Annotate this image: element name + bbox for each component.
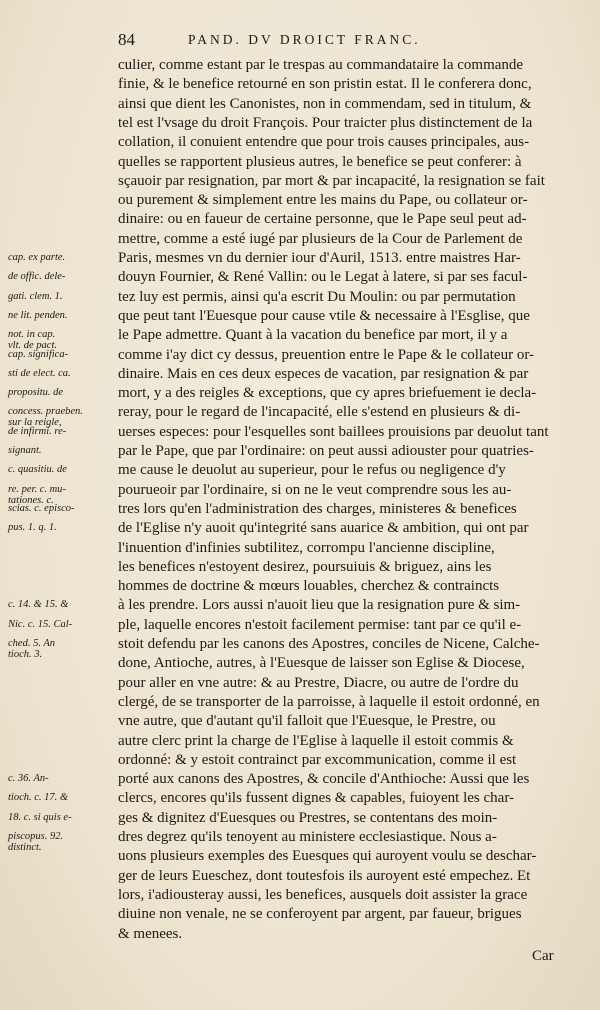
margin-note: sur la reigle, [8,417,62,429]
text-line: tez luy est permis, ainsi qu'a escrit Du Moulin: ou par permutation [118,288,516,305]
margin-note: cap. significa- [8,348,69,360]
text-line: tres lors qu'en l'administration des charges, ministeres & benefices [118,500,517,517]
text-line: stoit defendu par les canons des Apostres, conciles de Nicene, Calche- [118,636,540,652]
text-line: mettre, comme a esté iugé par plusieurs de la Cour de Parlement de [118,230,523,247]
margin-note: vlt. de pact. [8,340,57,352]
text-line: mort, y a des reigles & exceptions, que cy apres briefuement ie decla- [118,385,537,402]
text-line: l'inuention d'infinies subtilitez, corrompu l'ancienne discipline, [118,539,495,556]
catchword: Car [532,948,554,964]
text-line: dinaire. Mais en ces deux especes de vacation, par resignation & par [118,365,529,382]
text-line: dres degrez qu'ils tenoyent au ministere ecclesiastique. Nous a- [118,829,497,845]
margin-note: 18. c. si quis e- [8,811,72,823]
margin-note: not. in cap. [8,329,56,341]
text-line: reray, pour le regard de l'incapacité, elle s'estend en plusieurs & di- [118,404,521,421]
margin-note: Nic. c. 15. Cal- [8,618,73,630]
text-line: vne autre, que d'autant qu'il falloit que l'Euesque, le Prestre, ou [118,713,496,730]
text-line: lors, i'adiousteray aussi, les benefices, ausquels doit assister la grace [118,886,528,903]
margin-note: de infirmi. re- [8,425,67,437]
margin-note: ne lit. penden. [8,309,68,321]
text-line: ainsi que dient les Canonistes, non in commendam, sed in titulum, & [118,95,532,112]
page-header [118,30,588,52]
text-line: Paris, mesmes vn du dernier iour d'Auril, 1513. entre maistres Har- [118,250,521,266]
text-line: ple, laquelle encores n'estoit facilement permise: tant par ce qu'il e- [118,616,522,633]
text-line: uerses especes: pour l'esquelles sont baillees prouisions par deuolut tant [118,423,549,440]
margin-note: c. quasitiu. de [8,464,67,476]
text-line: ordonné: & y estoit contrainct par excommunication, comme il est [118,751,517,768]
text-line: done, Antioche, autres, à l'Euesque de laisser son Eglise & Diocese, [118,655,525,672]
text-line: ger de leurs Eueschez, dont toutesfois ils auroyent esté empechez. Et [118,867,531,884]
margin-note: cap. ex parte. [8,252,66,263]
text-line: finie, & le benefice retourné en son pristin estat. Il le conferera donc, [118,76,532,93]
text-line: clercs, encores qu'ils fussent dignes & capables, fuioyent les char- [118,790,515,807]
text-line: ges & dignitez d'Euesques ou Prestres, se contentans des moin- [118,809,498,826]
margin-note: gati. clem. 1. [8,290,63,302]
text-line: dinaire: ou en faueur de certaine personne, que le Pape seul peut ad- [118,211,527,228]
text-line: tel est l'vsage du droit François. Pour traicter plus distinctement de la [118,114,533,131]
text-line: le Pape admettre. Quant à la vacation du benefice par mort, il y a [118,327,508,344]
text-line: sçauoir par resignation, par mort & par incapacité, la resignation se fait [118,172,545,189]
page-number: 84 [118,30,135,49]
margin-note: concess. praeben. [8,406,83,418]
text-line: culier, comme estant par le trespas au commandataire la commande [118,57,524,73]
text-line: clergé, de se transporter de la parroisse, à laquelle il estoit ordonné, en [118,693,540,710]
margin-note: sti de elect. ca. [8,367,71,379]
margin-note: c. 14. & 15. & [8,599,69,611]
margin-note: tationes. c. [8,494,54,506]
text-line: me cause le deuolut au superieur, pour le refus ou negligence d'y [118,462,506,479]
text-line: hommes de doctrine & mœurs louables, cherchez & contraincts [118,578,500,595]
text-line: pourueoir par l'ordinaire, si on ne le veut comprendre sous les au- [118,481,512,498]
margin-note: propositu. de [8,387,64,399]
text-line: douyn Fournier, & René Vallin: ou le Legat à latere, si par ses facul- [118,269,528,286]
running-title: PAND. DV DROICT FRANC. [188,32,421,47]
margin-note: tioch. 3. [8,649,43,660]
text-line: porté aux canons des Apostres, & concile d'Anthioche: Aussi que les [118,771,530,788]
text-line: collation, il conuient entendre que pour trois causes principales, aus- [118,134,530,151]
text-line: comme i'ay dict cy dessus, preuention entre le Pape & le collateur or- [118,346,535,363]
text-line: par le Pape, que par l'ordinaire: on peut aussi adiouster pour quatries- [118,443,534,459]
margin-note: ched. 5. An [8,638,56,649]
text-line: & menees. [118,925,183,942]
text-line: pour aller en vne autre: & au Prestre, Diacre, ou autre de l'ordre du [118,674,519,691]
margin-note: pus. 1. q. 1. [8,522,57,534]
text-line: ou purement & simplement entre les mains du Pape, ou collateur or- [118,192,528,209]
text-line: à les prendre. Lors aussi n'auoit lieu que la resignation pure & sim- [118,597,521,614]
text-line: les benefices n'estoyent desirez, poursuiuis & briguez, ains les [118,558,492,575]
margin-note: re. per. c. mu- [8,483,66,495]
margin-note: signant. [8,445,42,456]
text-line: diuine non venale, ne se conferoyent par argent, par faueur, brigues [118,906,522,923]
margin-note: tioch. c. 17. & [8,792,69,804]
margin-note: piscopus. 92. [8,831,64,842]
margin-note: distinct. [8,842,42,853]
text-line: de l'Eglise n'y auoit qu'integrité sans auarice & ambition, qui ont par [118,520,529,537]
text-line: autre clerc print la charge de l'Eglise à laquelle il estoit commis & [118,732,514,749]
text-line: uons plusieurs exemples des Euesques qui auroyent voulu se deschar- [118,848,537,865]
margin-note: c. 36. An- [8,773,49,785]
margin-note: scias. c. episco- [8,502,75,514]
text-line: que peut tant l'Euesque pour cause vtile & necessaire à l'Esglise, que [118,307,530,324]
text-line: quelles se rapportent plusieus autres, le benefice se peut conferer: à [118,153,522,170]
margin-note: de offic. dele- [8,271,66,283]
